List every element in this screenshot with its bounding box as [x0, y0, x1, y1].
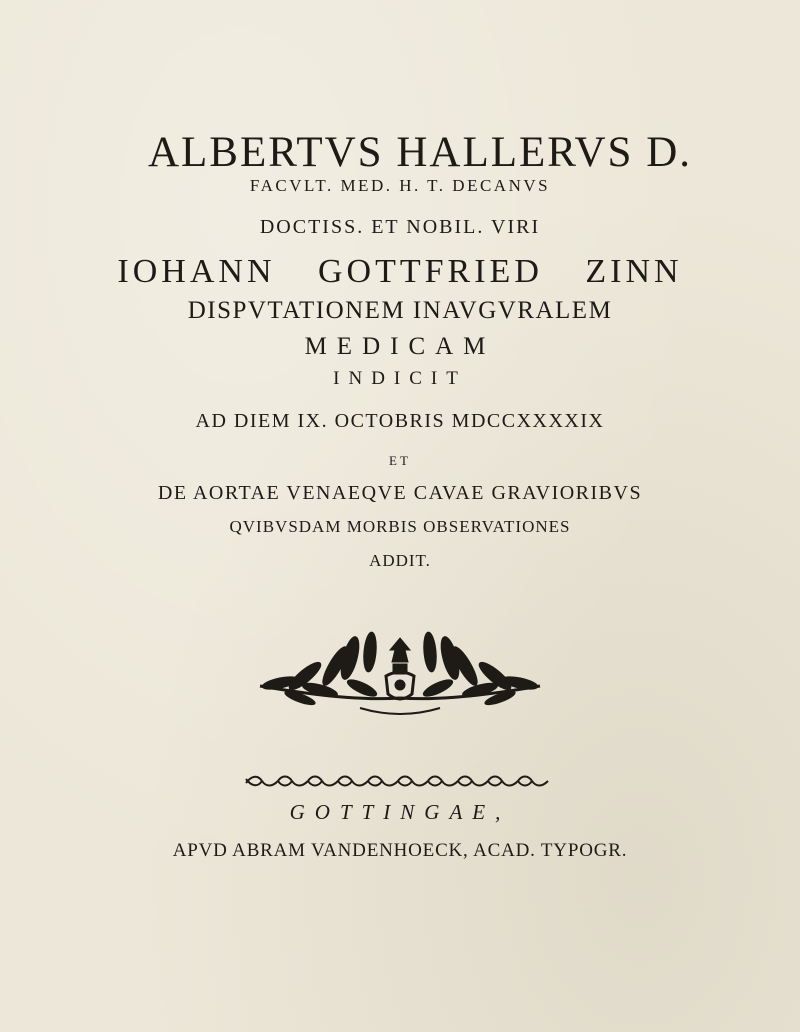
disputation-line: DISPVTATIONEM INAVGVRALEM — [187, 297, 613, 324]
imprint-printer: APVD ABRAM VANDENHOECK, ACAD. TYPOGR. — [172, 840, 628, 861]
candidate-name: IOHANN GOTTFRIED ZINN — [117, 253, 683, 290]
scroll-rule-icon — [244, 773, 554, 789]
subject-line: DE AORTAE VENAEQVE CAVAE GRAVIORIBVS — [157, 482, 643, 504]
et-line: ET — [389, 453, 411, 468]
addit-line: ADDIT. — [369, 551, 431, 570]
imprint-place: GOTTINGAE, — [289, 800, 511, 824]
faculty-line: FACVLT. MED. H. T. DECANVS — [249, 176, 551, 195]
indicit-line: INDICIT — [333, 368, 467, 389]
observations-line: QVIBVSDAM MORBIS OBSERVATIONES — [229, 517, 571, 536]
doctiss-line: DOCTISS. ET NOBIL. VIRI — [259, 216, 541, 238]
author-heading: ALBERTVS HALLERVS D. — [147, 129, 692, 176]
date-line: AD DIEM IX. OCTOBRIS MDCCXXXXIX — [195, 410, 605, 432]
laurel-ornament-icon — [250, 628, 550, 720]
medicam-line: MEDICAM — [304, 333, 496, 360]
